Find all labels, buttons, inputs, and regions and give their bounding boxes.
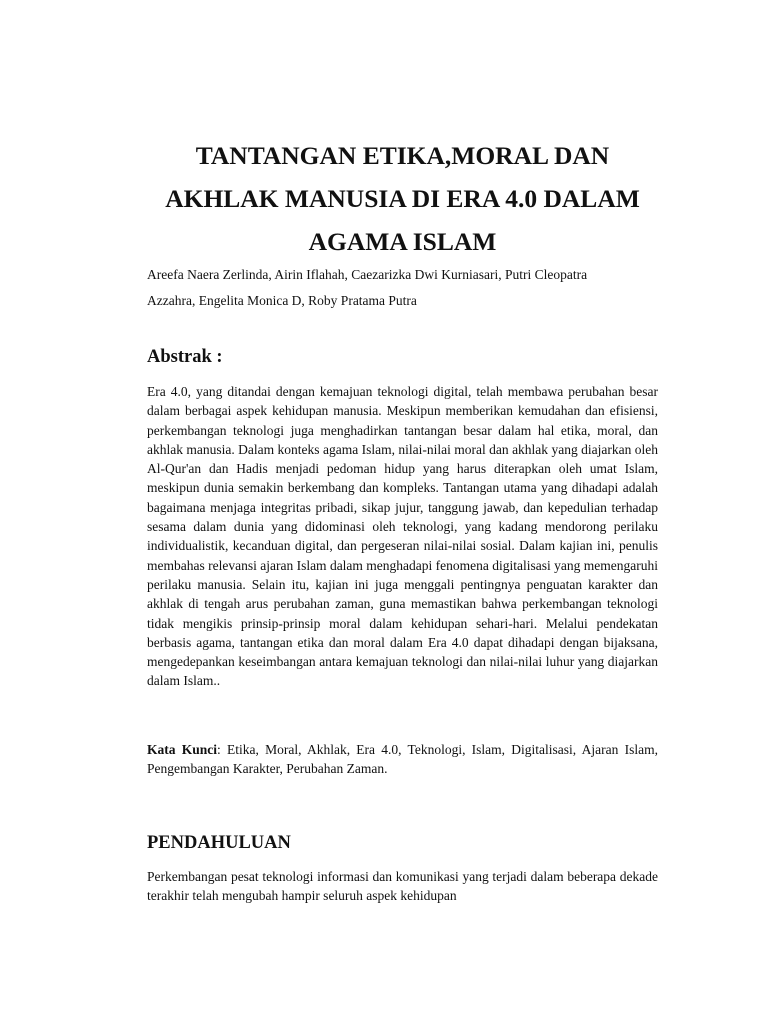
paper-title-line-2: AKHLAK MANUSIA DI ERA 4.0 DALAM (165, 184, 640, 213)
paper-title-line-3: AGAMA ISLAM (308, 227, 497, 256)
introduction-heading: PENDAHULUAN (147, 833, 291, 853)
paper-title-line-1: TANTANGAN ETIKA,MORAL DAN (195, 141, 610, 170)
paper-title (147, 134, 658, 263)
author-list-line-2: Azzahra, Engelita Monica D, Roby Pratama Putra (147, 293, 417, 308)
abstract-text: Era 4.0, yang ditandai dengan kemajuan teknologi digital, telah membawa perubahan besar dalam berbagai aspek kehidupan manusia. Meskipun memberikan kemudahan dan efisiensi, perkembangan teknologi juga menghadirkan tantangan besar dalam hal etika, moral, dan akhlak manusia. Dalam konteks agama Islam, nilai-nilai moral dan akhlak yang diajarkan oleh Al-Qur'an dan Hadis menjadi pedoman hidup yang harus diterapkan oleh umat Islam, meskipun dunia semakin berkembang dan kompleks. Tantangan utama yang dihadapi adalah bagaimana menjaga integritas pribadi, sikap jujur, tanggung jawab, dan kepedulian terhadap sesama dalam dunia yang didominasi oleh teknologi, yang kadang mendorong perilaku individualistik, kecanduan digital, dan pergeseran nilai-nilai sosial. Dalam kajian ini, penulis membahas relevansi ajaran Islam dalam menghadapi fenomena digitalisasi yang memengaruhi perilaku manusia. Selain itu, kajian ini juga menggali pentingnya penguatan karakter dan akhlak di tengah arus perubahan zaman, guna memastikan bahwa perkembangan teknologi tidak mengikis prinsip-prinsip moral dalam kehidupan sehari-hari. Melalui pendekatan berbasis agama, tantangan etika dan moral dalam Era 4.0 dapat dihadapi dengan bijaksana, mengedepankan keseimbangan antara kemajuan teknologi dan nilai-nilai luhur yang diajarkan dalam Islam.. (147, 384, 658, 689)
introduction-text: Perkembangan pesat teknologi informasi dan komunikasi yang terjadi dalam beberapa dekade terakhir telah mengubah hampir seluruh aspek kehidupan (147, 869, 658, 904)
author-list-line-1: Areefa Naera Zerlinda, Airin Iflahah, Caezarizka Dwi Kurniasari, Putri Cleopatra (147, 267, 588, 282)
keywords-text: : Etika, Moral, Akhlak, Era 4.0, Teknologi, Islam, Digitalisasi, Ajaran Islam, Pengembangan Karakter, Perubahan Zaman. (147, 742, 658, 777)
author-list (147, 262, 658, 314)
keywords-label: Kata Kunci (147, 742, 217, 757)
abstract-heading: Abstrak : (147, 347, 223, 367)
keywords (147, 740, 658, 779)
